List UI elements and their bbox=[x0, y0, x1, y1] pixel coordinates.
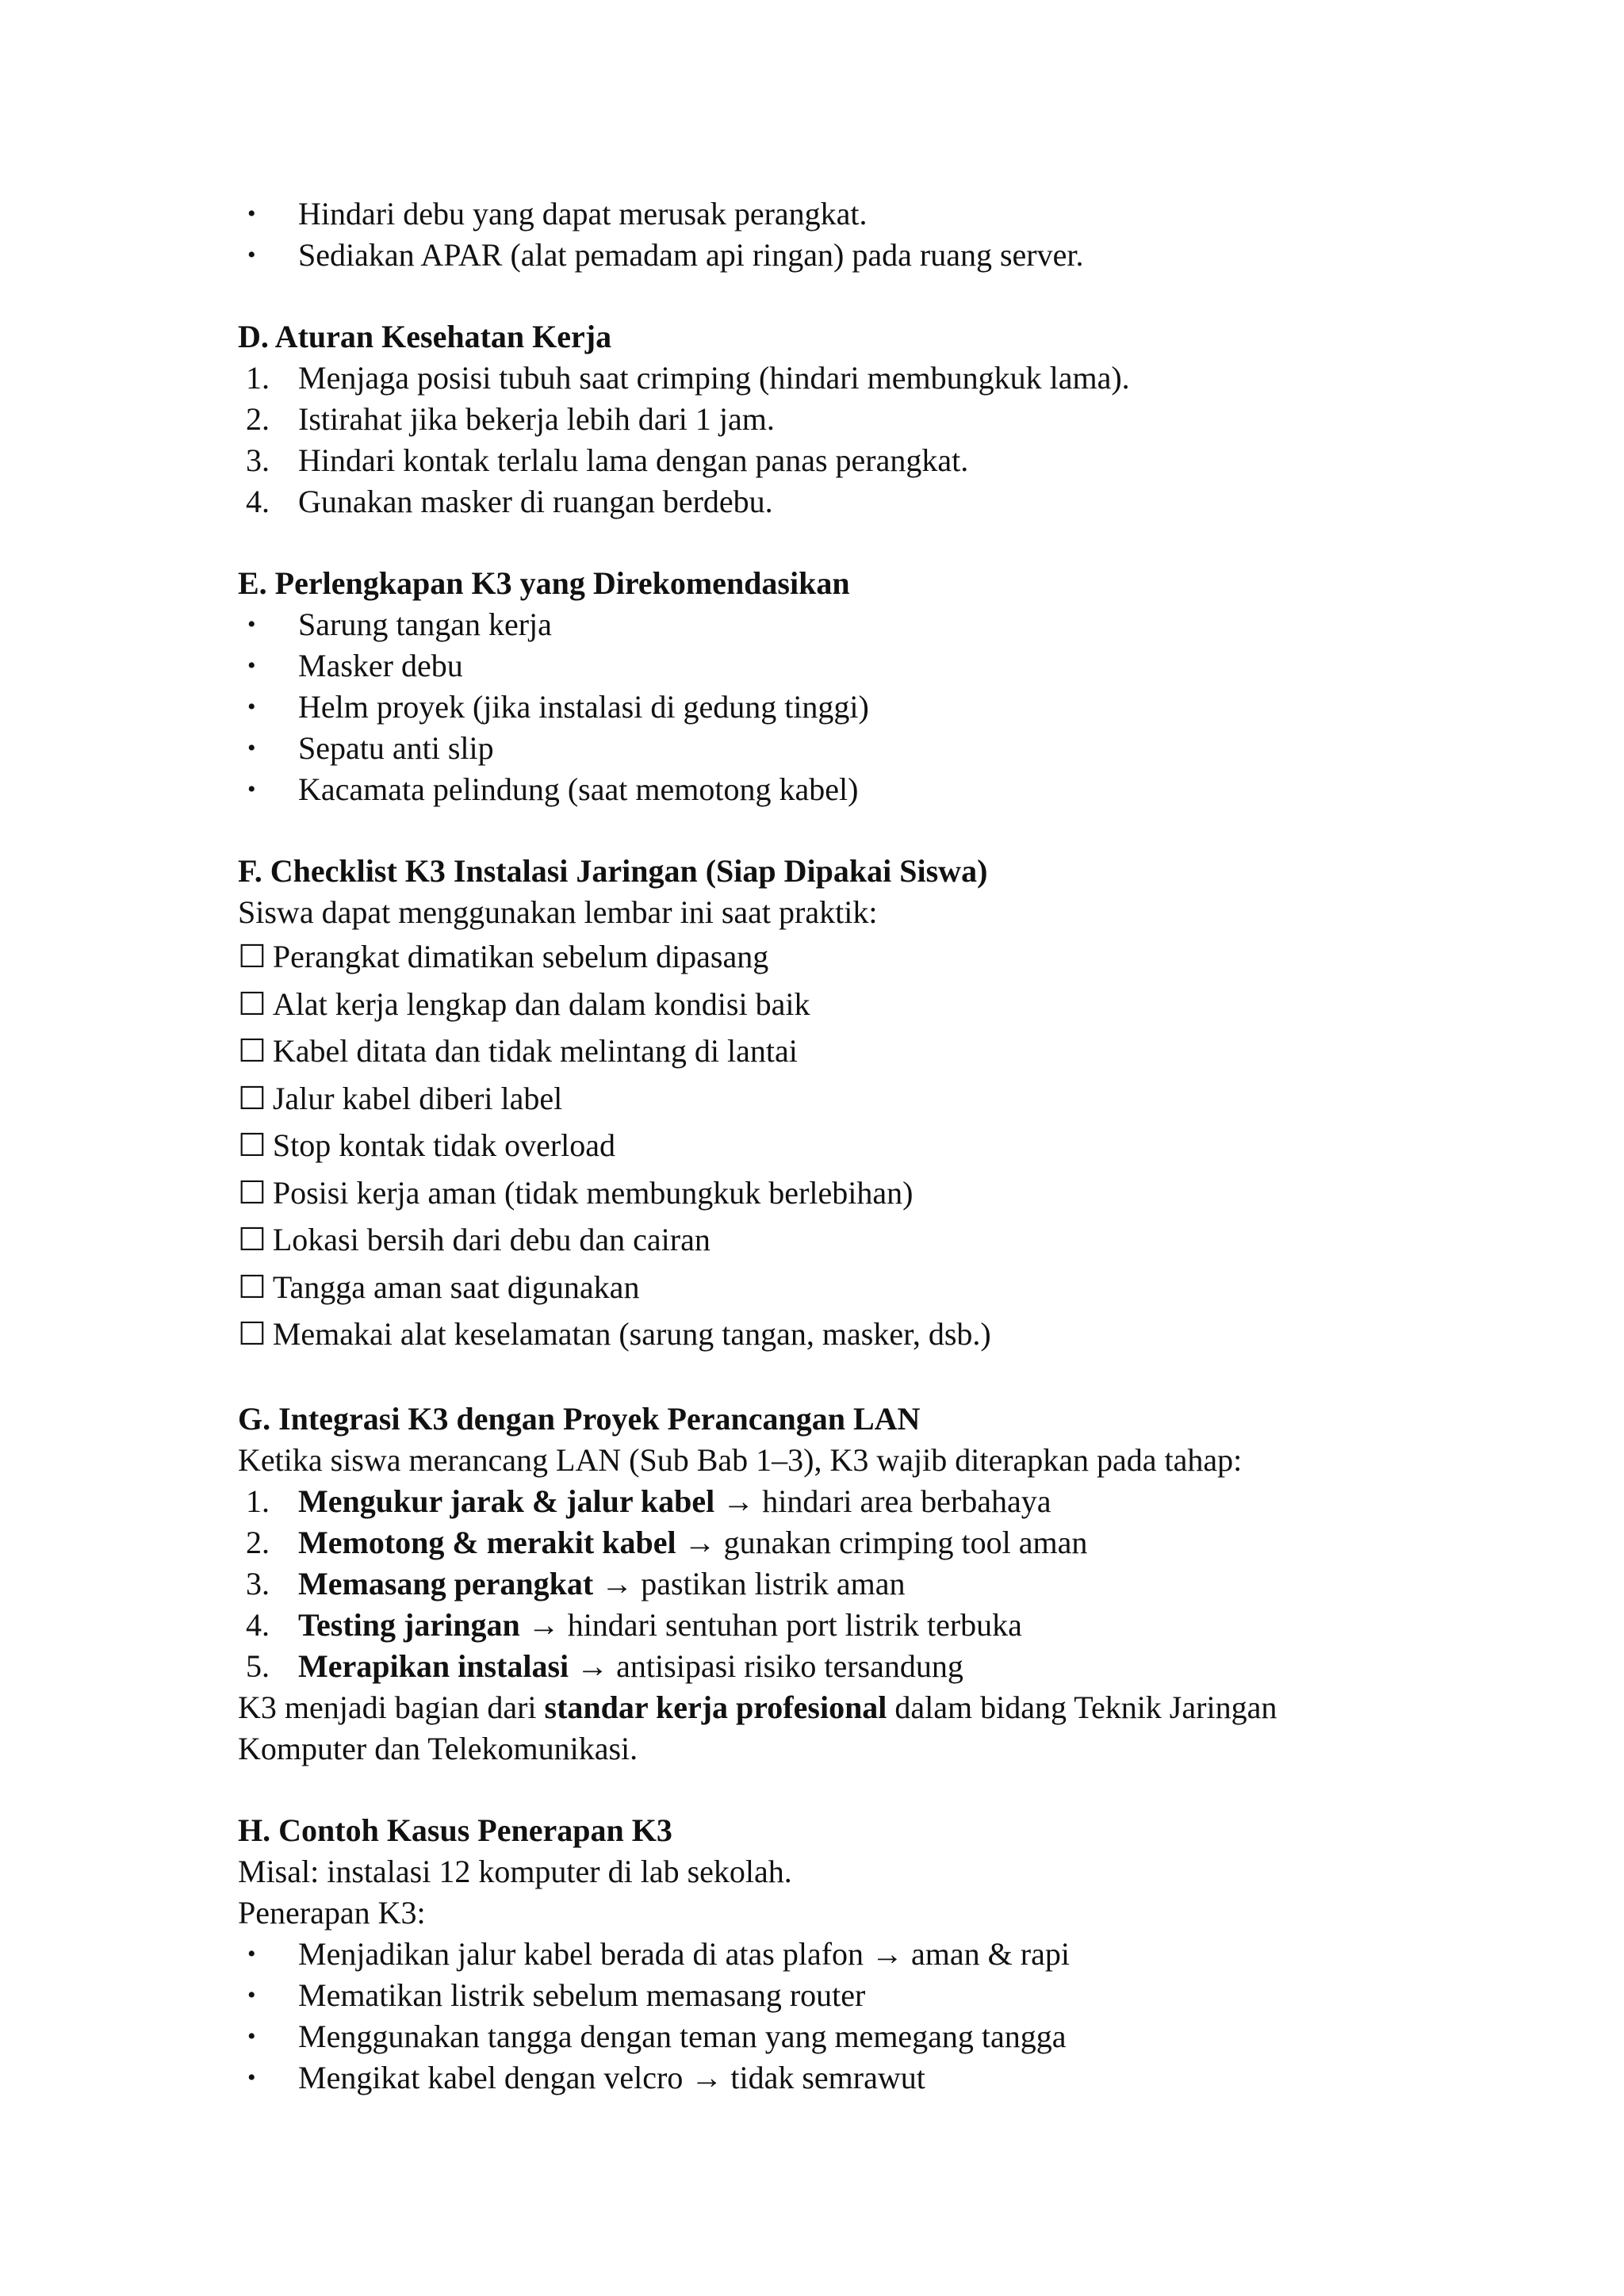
checklist-item-label: Kabel ditata dan tidak melintang di lantai bbox=[272, 1033, 798, 1069]
list-item-text: Menggunakan tangga dengan teman yang memegang tangga bbox=[298, 2018, 1067, 2054]
checklist-item-label: Memakai alat keselamatan (sarung tangan, masker, dsb.) bbox=[272, 1316, 991, 1352]
checklist-item-label: Lokasi bersih dari debu dan cairan bbox=[272, 1222, 710, 1257]
section-h-subheading: Penerapan K3: bbox=[238, 1894, 426, 1931]
spacer bbox=[238, 276, 1396, 316]
list-item-text: → pastikan listrik aman bbox=[593, 1565, 906, 1601]
bullet-icon: • bbox=[247, 652, 256, 679]
bullet-icon: • bbox=[247, 2064, 256, 2091]
section-d-heading: D. Aturan Kesehatan Kerja bbox=[238, 319, 612, 354]
checklist bbox=[238, 933, 1396, 1358]
checklist-item[interactable] bbox=[238, 1169, 1396, 1217]
list-number: 2. bbox=[246, 401, 270, 437]
checklist-item[interactable] bbox=[238, 981, 1396, 1028]
list-number: 5. bbox=[246, 1647, 270, 1684]
checklist-item-label: Posisi kerja aman (tidak membungkuk berlebihan) bbox=[272, 1174, 914, 1211]
list-item-bold: Testing jaringan bbox=[298, 1606, 520, 1643]
bullet-icon: • bbox=[247, 1940, 256, 1967]
bullet-icon: • bbox=[247, 611, 256, 637]
checkbox-icon[interactable]: ☐ bbox=[238, 1222, 266, 1257]
section-d-numbered-list bbox=[238, 358, 1396, 522]
document-content bbox=[238, 193, 1396, 2099]
checklist-item[interactable] bbox=[238, 933, 1396, 981]
list-number: 2. bbox=[246, 1524, 270, 1560]
checkbox-icon[interactable]: ☐ bbox=[238, 985, 266, 1022]
list-number: 4. bbox=[246, 1606, 270, 1643]
list-item-text: Mengikat kabel dengan velcro → tidak semrawut bbox=[298, 2059, 925, 2095]
section-f-heading: F. Checklist K3 Instalasi Jaringan (Siap Dipakai Siswa) bbox=[238, 853, 988, 889]
list-item bbox=[238, 399, 1396, 440]
section-g-closing-line2: Komputer dan Telekomunikasi. bbox=[238, 1730, 638, 1766]
list-item bbox=[238, 1975, 1396, 2016]
list-item bbox=[238, 193, 1396, 235]
list-item-bold: Memasang perangkat bbox=[298, 1565, 594, 1601]
checkbox-icon[interactable]: ☐ bbox=[238, 1174, 266, 1211]
checklist-item[interactable] bbox=[238, 1264, 1396, 1311]
list-item bbox=[238, 440, 1396, 481]
list-number: 1. bbox=[246, 360, 270, 396]
checklist-item-label: Tangga aman saat digunakan bbox=[272, 1269, 640, 1305]
list-item-text: Masker debu bbox=[298, 648, 463, 683]
spacer bbox=[238, 810, 1396, 851]
checklist-item-label: Perangkat dimatikan sebelum dipasang bbox=[272, 939, 769, 974]
closing-text: K3 menjadi bagian dari bbox=[238, 1689, 545, 1725]
list-item bbox=[238, 1646, 1396, 1687]
list-item bbox=[238, 645, 1396, 687]
section-h-heading: H. Contoh Kasus Penerapan K3 bbox=[238, 1812, 672, 1848]
list-item-text: Gunakan masker di ruangan berdebu. bbox=[298, 484, 773, 519]
checklist-item[interactable] bbox=[238, 1075, 1396, 1123]
list-item bbox=[238, 728, 1396, 769]
closing-text: dalam bidang Teknik Jaringan bbox=[887, 1689, 1277, 1725]
section-e-bullet-list bbox=[238, 604, 1396, 810]
checklist-item[interactable] bbox=[238, 1027, 1396, 1075]
intro-bullet-list bbox=[238, 193, 1396, 276]
checklist-item[interactable] bbox=[238, 1216, 1396, 1264]
list-item-text: → antisipasi risiko tersandung bbox=[569, 1647, 963, 1684]
list-number: 4. bbox=[246, 484, 270, 519]
list-item-text: Istirahat jika bekerja lebih dari 1 jam. bbox=[298, 401, 775, 437]
list-number: 1. bbox=[246, 1483, 270, 1519]
checklist-item[interactable] bbox=[238, 1122, 1396, 1169]
bullet-icon: • bbox=[247, 201, 256, 227]
list-item-text: Hindari kontak terlalu lama dengan panas perangkat. bbox=[298, 442, 969, 478]
list-item bbox=[238, 1934, 1396, 1975]
checkbox-icon[interactable]: ☐ bbox=[238, 1033, 266, 1069]
list-item-text: Mematikan listrik sebelum memasang router bbox=[298, 1976, 866, 2013]
checkbox-icon[interactable]: ☐ bbox=[238, 1080, 266, 1116]
section-g-intro: Ketika siswa merancang LAN (Sub Bab 1–3), K3 wajib diterapkan pada tahap: bbox=[238, 1441, 1243, 1478]
section-g-closing bbox=[238, 1687, 1396, 1728]
list-item bbox=[238, 2016, 1396, 2057]
bullet-icon: • bbox=[247, 242, 256, 268]
list-item-text: → hindari area berbahaya bbox=[714, 1483, 1051, 1519]
list-item-text: Sediakan APAR (alat pemadam api ringan) pada ruang server. bbox=[298, 237, 1084, 273]
list-item bbox=[238, 235, 1396, 276]
section-h-bullet-list bbox=[238, 1934, 1396, 2099]
closing-bold-text: standar kerja profesional bbox=[544, 1689, 887, 1725]
section-f-intro: Siswa dapat menggunakan lembar ini saat praktik: bbox=[238, 894, 878, 930]
list-item bbox=[238, 769, 1396, 810]
list-item-text: → gunakan crimping tool aman bbox=[676, 1524, 1088, 1560]
list-item bbox=[238, 687, 1396, 728]
list-item bbox=[238, 1481, 1396, 1522]
checklist-item-label: Alat kerja lengkap dan dalam kondisi baik bbox=[272, 985, 810, 1022]
list-item bbox=[238, 604, 1396, 645]
list-item-bold: Memotong & merakit kabel bbox=[298, 1524, 676, 1560]
spacer bbox=[238, 522, 1396, 563]
section-h-example: Misal: instalasi 12 komputer di lab sekolah. bbox=[238, 1853, 792, 1889]
bullet-icon: • bbox=[247, 735, 256, 761]
list-item bbox=[238, 358, 1396, 399]
list-item-bold: Merapikan instalasi bbox=[298, 1647, 569, 1684]
checklist-item[interactable] bbox=[238, 1311, 1396, 1358]
list-item-bold: Mengukur jarak & jalur kabel bbox=[298, 1483, 715, 1519]
list-item bbox=[238, 2057, 1396, 2099]
bullet-icon: • bbox=[247, 2022, 256, 2049]
checkbox-icon[interactable]: ☐ bbox=[238, 1127, 266, 1163]
list-item bbox=[238, 481, 1396, 522]
checklist-item-label: Jalur kabel diberi label bbox=[272, 1080, 563, 1116]
list-item bbox=[238, 1605, 1396, 1646]
list-item-text: Sarung tangan kerja bbox=[298, 607, 552, 642]
list-item-text: Kacamata pelindung (saat memotong kabel) bbox=[298, 771, 859, 807]
list-number: 3. bbox=[246, 1565, 270, 1601]
list-item-text: Sepatu anti slip bbox=[298, 730, 494, 766]
list-item-text: Helm proyek (jika instalasi di gedung tinggi) bbox=[298, 689, 869, 725]
bullet-icon: • bbox=[247, 694, 256, 720]
checkbox-icon[interactable]: ☐ bbox=[238, 1316, 266, 1352]
spacer bbox=[238, 1770, 1396, 1810]
checkbox-icon[interactable]: ☐ bbox=[238, 939, 266, 974]
section-e-heading: E. Perlengkapan K3 yang Direkomendasikan bbox=[238, 565, 850, 601]
list-number: 3. bbox=[246, 442, 270, 478]
list-item-text: Hindari debu yang dapat merusak perangkat. bbox=[298, 196, 868, 232]
list-item-text: Menjadikan jalur kabel berada di atas plafon → aman & rapi bbox=[298, 1935, 1070, 1972]
section-g-numbered-list bbox=[238, 1481, 1396, 1687]
list-item bbox=[238, 1522, 1396, 1563]
list-item bbox=[238, 1563, 1396, 1605]
list-item-text: Menjaga posisi tubuh saat crimping (hindari membungkuk lama). bbox=[298, 360, 1130, 396]
bullet-icon: • bbox=[247, 776, 256, 802]
section-g-heading: G. Integrasi K3 dengan Proyek Perancangan LAN bbox=[238, 1400, 921, 1437]
checklist-item-label: Stop kontak tidak overload bbox=[272, 1127, 616, 1163]
checkbox-icon[interactable]: ☐ bbox=[238, 1269, 266, 1305]
list-item-text: → hindari sentuhan port listrik terbuka bbox=[519, 1606, 1022, 1643]
spacer bbox=[238, 1358, 1396, 1399]
bullet-icon: • bbox=[247, 1981, 256, 2008]
